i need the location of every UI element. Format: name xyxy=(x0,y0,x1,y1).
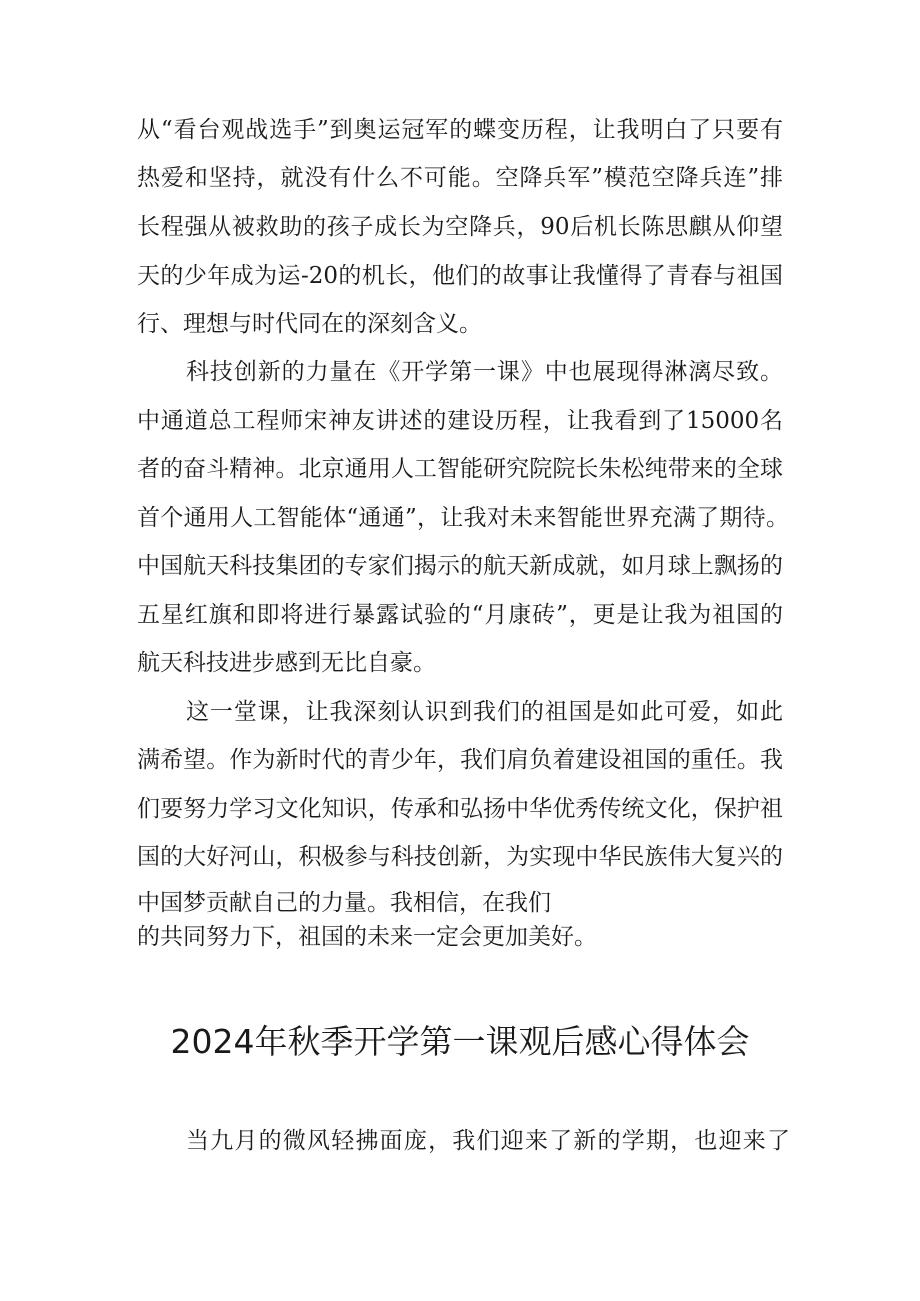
text-line: 的共同努力下，祖国的未来一定会更加美好。 xyxy=(137,924,597,950)
text-line: 行、理想与时代同在的深刻含义。 xyxy=(137,311,482,337)
text-line: 们要努力学习文化知识，传承和弘扬中华优秀传统文化，保护祖 xyxy=(137,796,783,822)
text-line: 从“看台观战选手”到奥运冠军的蝶变历程，让我明白了只要有 xyxy=(137,117,783,143)
text-line: 满希望。作为新时代的青少年，我们肩负着建设祖国的重任。我 xyxy=(137,747,783,773)
text-line: 热爱和坚持，就没有什么不可能。空降兵军”模范空降兵连”排 xyxy=(137,165,783,191)
text-line: 当九月的微风轻拂面庞，我们迎来了新的学期，也迎来了 xyxy=(186,1128,790,1154)
document-title: 2024年秋季开学第一课观后感心得体会 xyxy=(170,1022,750,1061)
text-line: 航天科技进步感到无比自豪。 xyxy=(137,650,436,676)
text-line: 国的大好河山，积极参与科技创新，为实现中华民族伟大复兴的 xyxy=(137,844,783,870)
text-line: 中通道总工程师宋神友讲述的建设历程，让我看到了15000名 xyxy=(137,408,783,434)
text-line: 天的少年成为运-20的机长，他们的故事让我懂得了青春与祖国 xyxy=(137,263,783,289)
text-line: 长程强从被救助的孩子成长为空降兵，90后机长陈思麒从仰望 xyxy=(137,214,783,240)
text-line: 中国梦贡献自己的力量。我相信，在我们 xyxy=(137,890,551,916)
text-line: 者的奋斗精神。北京通用人工智能研究院院长朱松纯带来的全球 xyxy=(137,456,783,482)
text-line: 首个通用人工智能体“通通”，让我对未来智能世界充满了期待。 xyxy=(137,505,789,531)
text-line: 科技创新的力量在《开学第一课》中也展现得淋漓尽致。 xyxy=(186,359,783,385)
text-line: 中国航天科技集团的专家们揭示的航天新成就，如月球上飘扬的 xyxy=(137,553,783,579)
text-line: 五星红旗和即将进行暴露试验的“月康砖”，更是让我为祖国的 xyxy=(137,602,783,628)
text-line: 这一堂课，让我深刻认识到我们的祖国是如此可爱，如此 xyxy=(186,699,783,725)
